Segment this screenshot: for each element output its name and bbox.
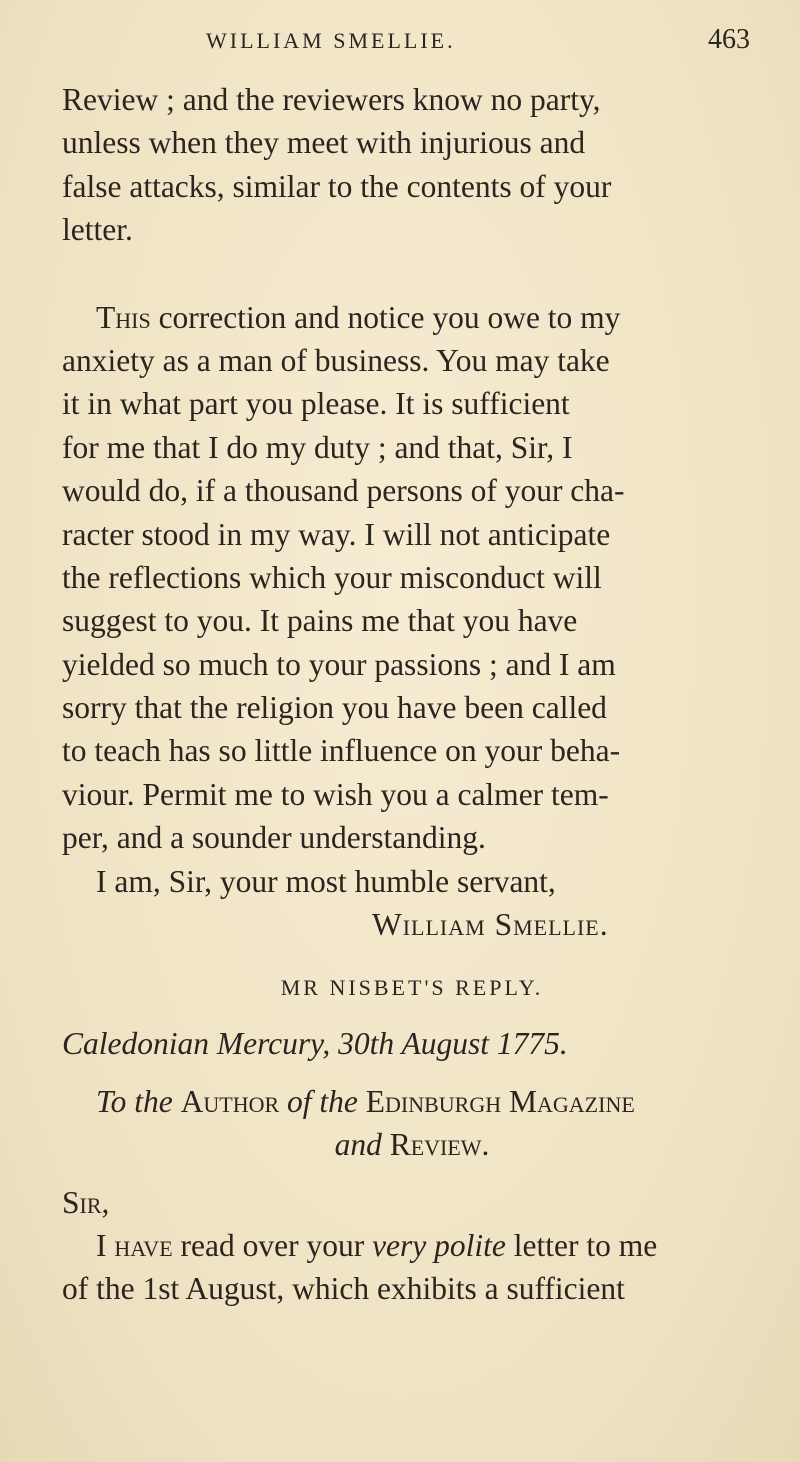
text-line: of the 1st August, which exhibits a sufficient [62,1271,625,1307]
text-line: Review ; and the reviewers know no party, [62,82,601,117]
paragraph-1 [62,78,762,252]
text-line: for me that I do my duty ; and that, Sir, I [62,429,573,465]
running-head: WILLIAM SMELLIE. [206,28,456,53]
paragraph-gap [62,252,762,296]
drop-word: This [96,299,151,335]
text-line [62,1224,762,1267]
salutation: Sir, [62,1184,110,1220]
text-span: of the [279,1083,366,1119]
text-line: per, and a sounder understanding. [62,820,486,856]
text-span: very polite [372,1227,506,1263]
paragraph-2 [62,296,762,860]
text-span: Edinburgh Magazine [365,1083,635,1119]
text-line: false attacks, similar to the contents of your [62,168,612,204]
text-line: yielded so much to your passions ; and I am [62,646,616,682]
section-title: MR NISBET'S REPLY. [280,975,544,1001]
text-span: correction and notice you owe to my [150,299,621,335]
text-span: Author [180,1083,280,1119]
text-line: sorry that the religion you have been called [62,690,607,726]
date-text: 30th August 1775. [330,1026,568,1062]
text-line: racter stood in my way. I will not anticipate [62,516,611,552]
drop-word: I have [96,1227,173,1263]
text-line: anxiety as a man of business. You may take [62,342,610,378]
signature: William Smellie. [372,907,609,943]
text-line [62,296,762,339]
text-span: and [334,1127,382,1163]
closing-line: I am, Sir, your most humble servant, [96,863,556,899]
text-span: To the [96,1083,181,1119]
page-header [0,24,800,60]
text-line: letter. [62,212,133,248]
address-line [62,1080,762,1123]
text-line: viour. Permit me to wish you a calmer tem- [62,776,609,812]
text-span: letter to me [505,1227,658,1263]
text-line: to teach has so little influence on your beha- [62,733,621,769]
text-line: it in what part you please. It is sufficient [62,386,570,422]
text-line: the reflections which your misconduct will [62,559,602,595]
dateline [62,1022,762,1065]
address-line [62,1123,762,1166]
text-line: would do, if a thousand persons of your cha- [62,473,625,509]
page-number: 463 [708,24,750,55]
text-span: read over your [172,1227,373,1263]
body-text [62,78,762,1311]
text-line: suggest to you. It pains me that you have [62,603,578,639]
newspaper-name: Caledonian Mercury, [62,1026,331,1062]
text-line: unless when they meet with injurious and [62,125,586,161]
text-span: Review. [381,1127,490,1163]
